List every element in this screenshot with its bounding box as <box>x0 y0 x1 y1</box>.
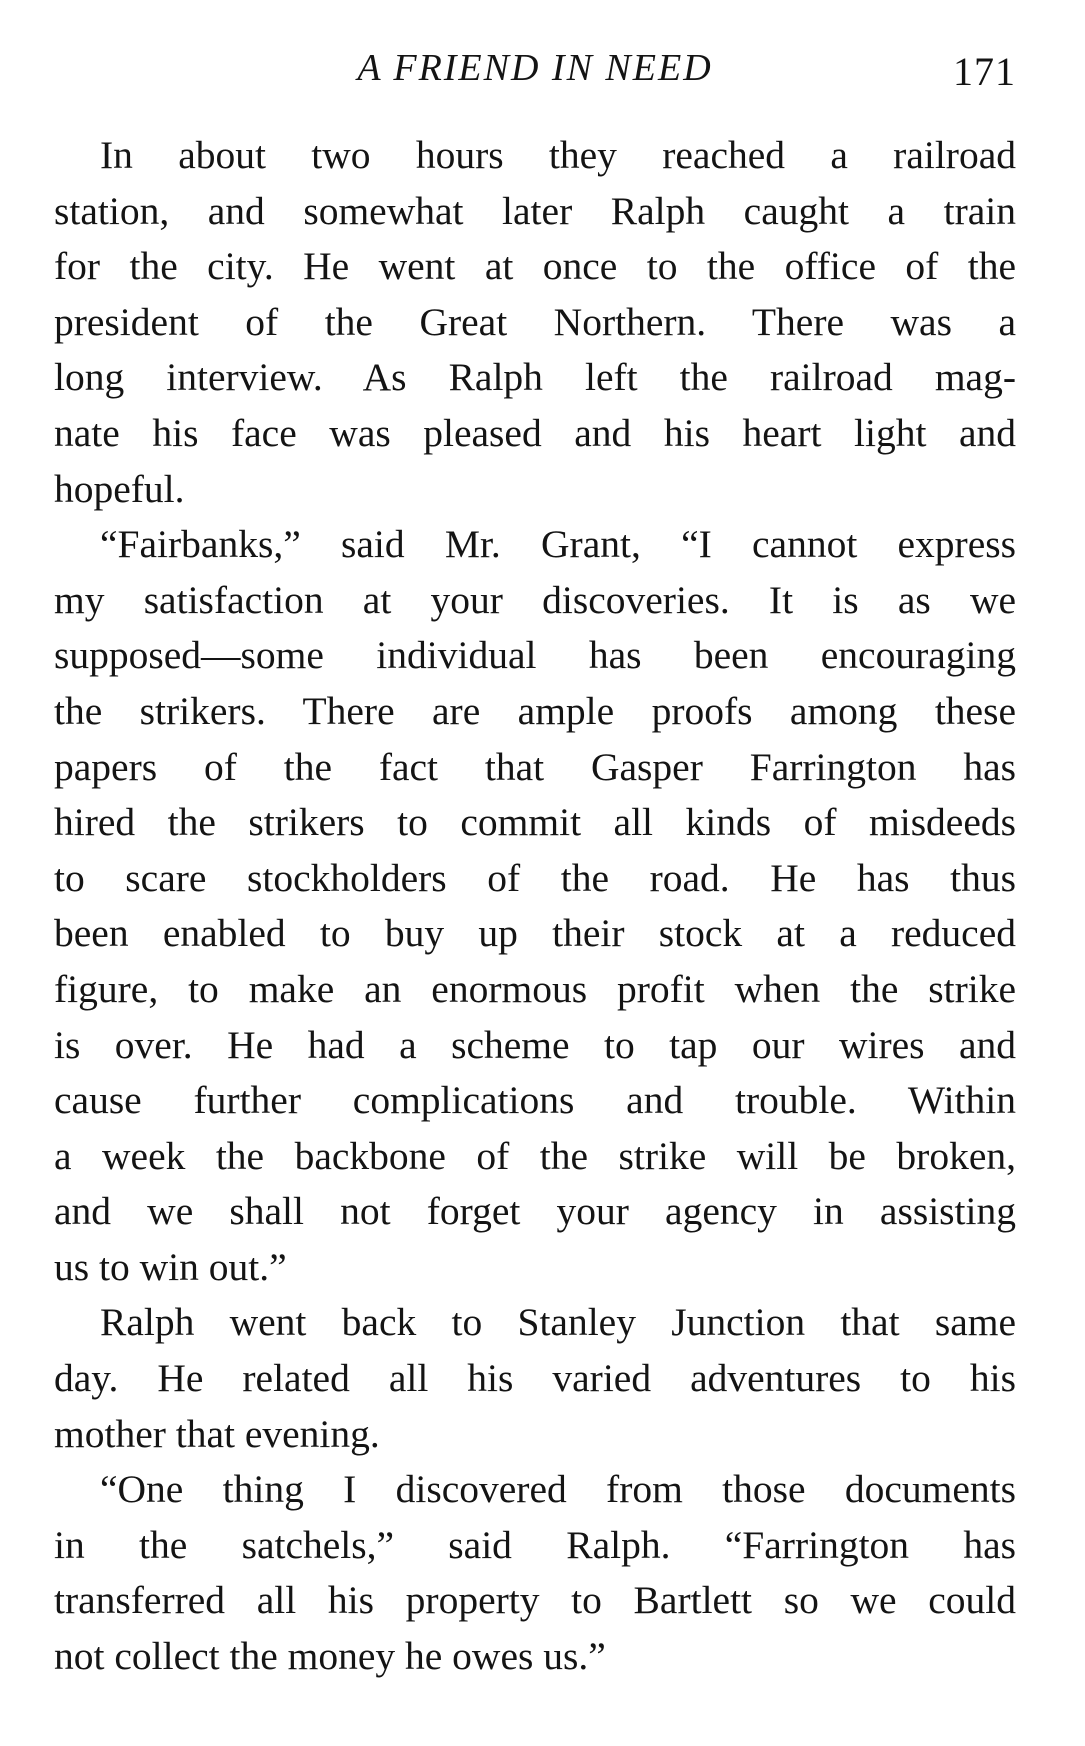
text-line: been enabled to buy up their stock at a reduced <box>54 911 1016 956</box>
text-line: In about two hours they reached a railroad <box>100 133 1016 177</box>
text-line: hired the strikers to commit all kinds of misdeeds <box>54 800 1016 845</box>
text-line: long interview. As Ralph left the railroad mag- <box>54 355 1016 400</box>
paragraph-2 <box>54 517 1016 1295</box>
paragraph-1 <box>54 128 1016 517</box>
paragraph-4 <box>54 1462 1016 1684</box>
text-line: to scare stockholders of the road. He has thus <box>54 855 1016 900</box>
text-line: nate his face was pleased and his heart light and <box>54 410 1016 455</box>
text-line: not collect the money he owes us.” <box>54 1634 606 1679</box>
paragraph-3 <box>54 1295 1016 1462</box>
body-text <box>54 128 1016 1685</box>
text-line: us to win out.” <box>54 1244 287 1289</box>
text-line: in the satchels,” said Ralph. “Farrington has <box>54 1522 1016 1567</box>
text-line: day. He related all his varied adventures to his <box>54 1356 1016 1401</box>
text-line: papers of the fact that Gasper Farrington has <box>54 744 1016 789</box>
text-line: Ralph went back to Stanley Junction that same <box>100 1300 1016 1345</box>
running-head <box>54 38 1016 98</box>
text-line: figure, to make an enormous profit when the strike <box>54 966 1016 1011</box>
text-line: for the city. He went at once to the office of the <box>54 244 1016 289</box>
text-line: mother that evening. <box>54 1411 380 1456</box>
text-line: is over. He had a scheme to tap our wires and <box>54 1022 1016 1067</box>
text-line: hopeful. <box>54 466 185 511</box>
text-line: and we shall not forget your agency in assisting <box>54 1189 1016 1234</box>
text-line: the strikers. There are ample proofs among these <box>54 688 1016 733</box>
text-line: transferred all his property to Bartlett so we could <box>54 1578 1016 1623</box>
text-line: “Fairbanks,” said Mr. Grant, “I cannot express <box>100 522 1016 567</box>
page-number: 171 <box>953 49 1016 94</box>
text-line: “One thing I discovered from those documents <box>100 1467 1016 1512</box>
text-line: a week the backbone of the strike will be broken, <box>54 1133 1016 1178</box>
text-line: supposed—some individual has been encouraging <box>54 633 1016 678</box>
text-line: my satisfaction at your discoveries. It is as we <box>54 577 1016 622</box>
text-line: station, and somewhat later Ralph caught a train <box>54 188 1016 233</box>
text-line: president of the Great Northern. There was a <box>54 299 1016 344</box>
text-line: cause further complications and trouble. Within <box>54 1078 1016 1123</box>
running-title: A FRIEND IN NEED <box>357 47 713 89</box>
